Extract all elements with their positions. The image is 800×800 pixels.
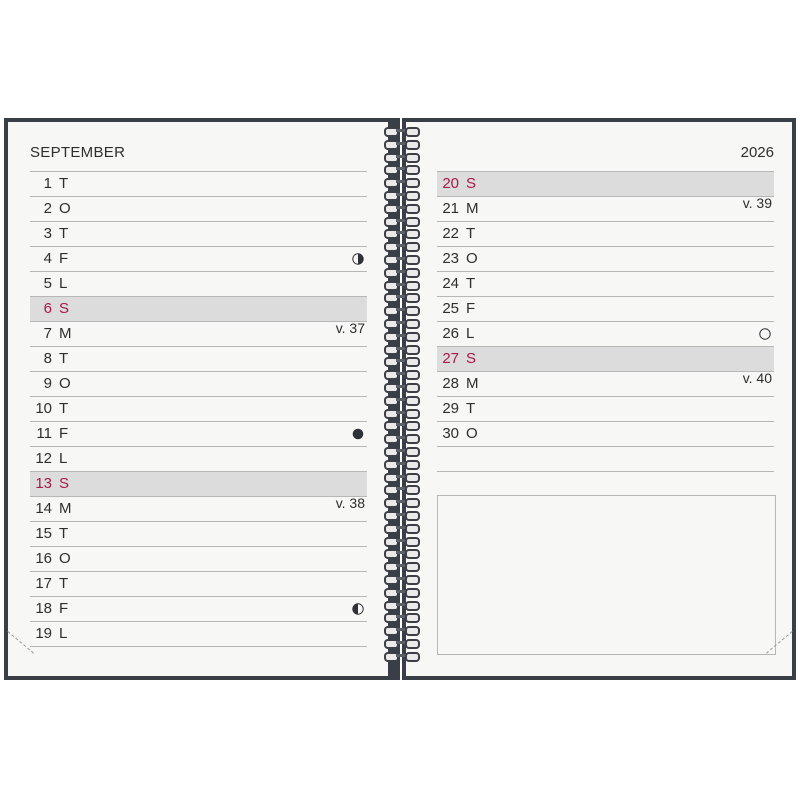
day-row[interactable] xyxy=(437,372,774,397)
day-row[interactable] xyxy=(30,322,367,347)
spiral-coil xyxy=(382,318,422,327)
spiral-coil xyxy=(382,433,422,442)
perforated-corner xyxy=(0,631,34,680)
week-number: v. 40 xyxy=(742,370,772,386)
weekday-letter: O xyxy=(59,200,71,217)
spiral-coil xyxy=(382,382,422,391)
day-number: 26 xyxy=(442,325,459,342)
day-number: 16 xyxy=(35,550,52,567)
day-number: 3 xyxy=(43,225,52,242)
spiral-coil xyxy=(382,600,422,609)
day-number: 25 xyxy=(442,300,459,317)
day-row[interactable] xyxy=(30,197,367,222)
day-row[interactable] xyxy=(30,272,367,297)
day-row[interactable] xyxy=(437,222,774,247)
blank-row[interactable] xyxy=(437,447,774,472)
weekday-letter: F xyxy=(59,600,69,617)
year-title: 2026 xyxy=(740,144,774,161)
spiral-coil xyxy=(382,331,422,340)
weekday-letter: M xyxy=(59,500,72,517)
day-row[interactable] xyxy=(437,171,774,197)
spiral-coil xyxy=(382,254,422,263)
day-number: 10 xyxy=(35,400,52,417)
weekday-letter: F xyxy=(59,250,69,267)
spiral-coil xyxy=(382,497,422,506)
day-number: 5 xyxy=(43,275,52,292)
weekday-letter: O xyxy=(59,550,71,567)
day-number: 11 xyxy=(36,425,52,442)
week-number: v. 37 xyxy=(335,320,365,336)
day-number: 4 xyxy=(43,250,52,267)
day-row[interactable] xyxy=(437,322,774,347)
spiral-coil xyxy=(382,574,422,583)
day-row[interactable] xyxy=(437,397,774,422)
day-number: 19 xyxy=(35,625,52,642)
right-day-list xyxy=(437,171,774,472)
day-row[interactable] xyxy=(437,197,774,222)
spiral-coil xyxy=(382,203,422,212)
day-number: 7 xyxy=(43,325,52,342)
spiral-coil xyxy=(382,280,422,289)
day-row[interactable] xyxy=(437,297,774,322)
spiral-coil xyxy=(382,484,422,493)
day-row[interactable] xyxy=(30,497,367,522)
weekday-letter: T xyxy=(59,225,69,242)
spiral-coil xyxy=(382,446,422,455)
weekday-letter: T xyxy=(59,525,69,542)
day-row[interactable] xyxy=(437,247,774,272)
day-number: 23 xyxy=(442,250,459,267)
spiral-binding xyxy=(382,126,422,666)
spiral-coil xyxy=(382,625,422,634)
spiral-coil xyxy=(382,510,422,519)
day-number: 17 xyxy=(35,575,52,592)
day-number: 2 xyxy=(43,200,52,217)
weekday-letter: T xyxy=(59,175,69,192)
full-moon-icon xyxy=(759,327,771,339)
spiral-coil xyxy=(382,344,422,353)
left-day-list xyxy=(30,171,367,647)
day-number: 30 xyxy=(442,425,459,442)
weekday-letter: F xyxy=(466,300,476,317)
day-row[interactable] xyxy=(437,422,774,447)
spiral-coil xyxy=(382,267,422,276)
spiral-coil xyxy=(382,548,422,557)
weekday-letter: S xyxy=(466,350,477,367)
week-number: v. 38 xyxy=(335,495,365,511)
day-number: 29 xyxy=(442,400,459,417)
spiral-coil xyxy=(382,459,422,468)
day-number: 6 xyxy=(43,300,52,317)
day-row[interactable] xyxy=(30,522,367,547)
left-page xyxy=(8,122,388,676)
day-row[interactable] xyxy=(30,597,367,622)
day-number: 1 xyxy=(43,175,52,192)
spiral-coil xyxy=(382,587,422,596)
spiral-coil xyxy=(382,369,422,378)
weekday-letter: T xyxy=(466,400,476,417)
weekday-letter: M xyxy=(466,200,479,217)
weekday-letter: T xyxy=(59,400,69,417)
day-row[interactable] xyxy=(30,297,367,322)
day-row[interactable] xyxy=(30,171,367,197)
day-row[interactable] xyxy=(30,372,367,397)
day-row[interactable] xyxy=(30,622,367,647)
spiral-coil xyxy=(382,216,422,225)
spiral-coil xyxy=(382,638,422,647)
weekday-letter: O xyxy=(466,425,478,442)
weekday-letter: T xyxy=(59,575,69,592)
weekday-letter: L xyxy=(59,450,68,467)
weekday-letter: T xyxy=(466,225,476,242)
weekday-letter: T xyxy=(466,275,476,292)
spiral-coil xyxy=(382,164,422,173)
weekday-letter: M xyxy=(59,325,72,342)
spiral-coil xyxy=(382,228,422,237)
day-number: 20 xyxy=(442,175,459,192)
spiral-coil xyxy=(382,139,422,148)
day-number: 18 xyxy=(35,600,52,617)
day-number: 9 xyxy=(43,375,52,392)
weekday-letter: L xyxy=(466,325,475,342)
spiral-coil xyxy=(382,395,422,404)
weekday-letter: S xyxy=(59,475,70,492)
weekday-letter: F xyxy=(59,425,69,442)
weekday-letter: L xyxy=(59,625,68,642)
new-moon-icon xyxy=(352,427,364,439)
weekday-letter: S xyxy=(59,300,70,317)
spiral-coil xyxy=(382,651,422,660)
spiral-coil xyxy=(382,305,422,314)
notes-box[interactable] xyxy=(437,495,776,655)
spiral-coil xyxy=(382,420,422,429)
spiral-coil xyxy=(382,523,422,532)
day-number: 21 xyxy=(442,200,459,217)
day-row[interactable] xyxy=(30,547,367,572)
day-row[interactable] xyxy=(30,397,367,422)
weekday-letter: L xyxy=(59,275,68,292)
day-row[interactable] xyxy=(30,572,367,597)
spiral-coil xyxy=(382,612,422,621)
day-number: 13 xyxy=(35,475,52,492)
first-quarter-moon-icon xyxy=(352,602,364,614)
day-number: 14 xyxy=(35,500,52,517)
spiral-coil xyxy=(382,356,422,365)
month-title: SEPTEMBER xyxy=(30,144,126,161)
spiral-coil xyxy=(382,292,422,301)
day-row[interactable] xyxy=(30,347,367,372)
day-row[interactable] xyxy=(30,222,367,247)
day-number: 27 xyxy=(442,350,459,367)
spiral-coil xyxy=(382,472,422,481)
day-row[interactable] xyxy=(30,422,367,447)
day-number: 24 xyxy=(442,275,459,292)
half-moon-icon xyxy=(352,252,364,264)
spiral-coil xyxy=(382,177,422,186)
spiral-coil xyxy=(382,152,422,161)
day-row[interactable] xyxy=(30,247,367,272)
day-number: 28 xyxy=(442,375,459,392)
day-number: 15 xyxy=(35,525,52,542)
weekday-letter: S xyxy=(466,175,477,192)
day-row[interactable] xyxy=(30,447,367,472)
weekday-letter: O xyxy=(59,375,71,392)
spiral-coil xyxy=(382,536,422,545)
day-row[interactable] xyxy=(437,272,774,297)
week-number: v. 39 xyxy=(742,195,772,211)
day-number: 8 xyxy=(43,350,52,367)
day-number: 22 xyxy=(442,225,459,242)
spiral-coil xyxy=(382,408,422,417)
weekday-letter: M xyxy=(466,375,479,392)
day-row[interactable] xyxy=(437,347,774,372)
right-page xyxy=(406,122,792,676)
weekday-letter: O xyxy=(466,250,478,267)
spiral-coil xyxy=(382,241,422,250)
spiral-coil xyxy=(382,561,422,570)
day-number: 12 xyxy=(35,450,52,467)
spiral-coil xyxy=(382,190,422,199)
weekday-letter: T xyxy=(59,350,69,367)
day-row[interactable] xyxy=(30,472,367,497)
spiral-coil xyxy=(382,126,422,135)
